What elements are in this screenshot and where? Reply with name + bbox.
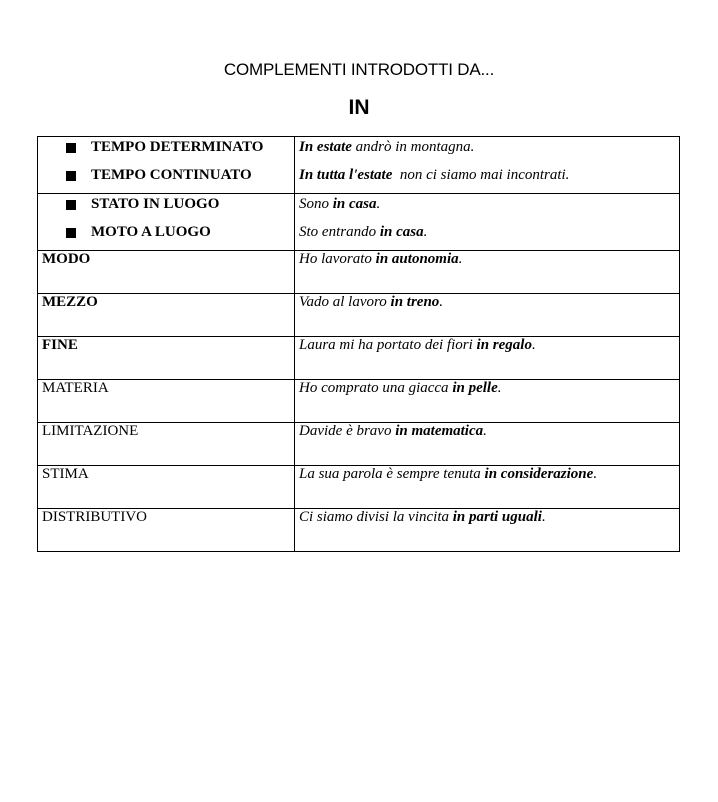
complement-label: TEMPO CONTINUATO xyxy=(91,167,252,183)
example-emphasis: In estate xyxy=(299,139,352,155)
example-emphasis: in considerazione xyxy=(484,466,594,482)
table-row xyxy=(38,337,680,380)
square-bullet-icon xyxy=(66,200,76,210)
list-item xyxy=(42,194,290,222)
example-sentence: Sono in casa. xyxy=(299,196,381,212)
example-emphasis: in regalo xyxy=(476,337,532,353)
table-row xyxy=(38,194,680,251)
example-sentence: Ho comprato una giacca in pelle. xyxy=(295,380,680,423)
table-row xyxy=(38,423,680,466)
example-sentence: Laura mi ha portato dei fiori in regalo. xyxy=(295,337,680,380)
example-cell xyxy=(295,137,680,194)
page-subtitle: IN xyxy=(348,96,370,119)
complement-cell xyxy=(38,137,295,194)
table-row xyxy=(38,137,680,194)
example-emphasis: in treno xyxy=(390,294,440,310)
complement-label: STIMA xyxy=(38,466,295,509)
complement-label: STATO IN LUOGO xyxy=(91,196,220,212)
complement-cell xyxy=(38,194,295,251)
example-emphasis: in matematica xyxy=(395,423,484,439)
list-item xyxy=(42,165,290,193)
example-sentence: Davide è bravo in matematica. xyxy=(295,423,680,466)
complements-table xyxy=(37,136,680,552)
example-cell xyxy=(295,194,680,251)
example-sentence: Sto entrando in casa. xyxy=(299,224,428,240)
example-sentence: Vado al lavoro in treno. xyxy=(295,294,680,337)
complement-label: TEMPO DETERMINATO xyxy=(91,139,264,155)
complement-label: MOTO A LUOGO xyxy=(91,224,211,240)
complement-label: MODO xyxy=(38,251,295,294)
complement-label: MATERIA xyxy=(38,380,295,423)
table-row xyxy=(38,294,680,337)
page-title: COMPLEMENTI INTRODOTTI DA... xyxy=(223,60,495,79)
square-bullet-icon xyxy=(66,171,76,181)
table-row xyxy=(38,509,680,552)
example-emphasis: in autonomia xyxy=(375,251,459,267)
square-bullet-icon xyxy=(66,228,76,238)
example-emphasis: in casa xyxy=(332,196,377,212)
example-sentence: Ho lavorato in autonomia. xyxy=(295,251,680,294)
example-sentence: Ci siamo divisi la vincita in parti uguali. xyxy=(295,509,680,552)
table-row xyxy=(38,380,680,423)
example-emphasis: in pelle xyxy=(452,380,498,396)
example-emphasis: in parti uguali xyxy=(452,509,542,525)
square-bullet-icon xyxy=(66,143,76,153)
complement-label: DISTRIBUTIVO xyxy=(38,509,295,552)
complement-label: LIMITAZIONE xyxy=(38,423,295,466)
example-emphasis: In tutta l'estate xyxy=(299,167,393,183)
complement-label: MEZZO xyxy=(38,294,295,337)
list-item xyxy=(42,137,290,165)
example-sentence: La sua parola è sempre tenuta in considerazione. xyxy=(295,466,680,509)
list-item xyxy=(42,222,290,250)
complement-label: FINE xyxy=(38,337,295,380)
example-sentence: In tutta l'estate non ci siamo mai incontrati. xyxy=(299,167,570,183)
example-sentence: In estate andrò in montagna. xyxy=(299,139,475,155)
example-emphasis: in casa xyxy=(379,224,424,240)
table-row xyxy=(38,251,680,294)
table-row xyxy=(38,466,680,509)
